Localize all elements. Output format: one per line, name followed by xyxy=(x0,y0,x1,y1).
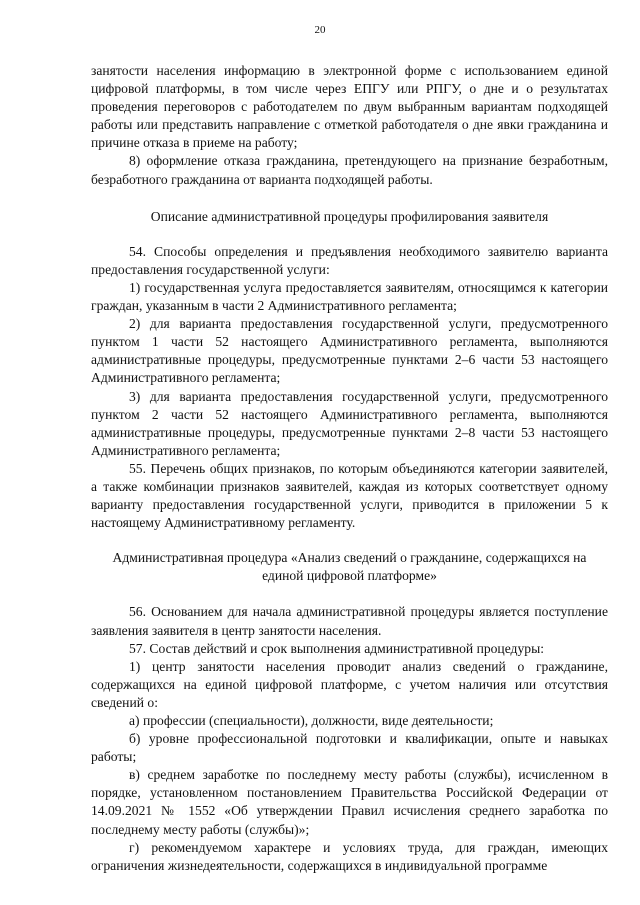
paragraph-item-8: 8) оформление отказа гражданина, претендующего на признание безработным, безработного гражданина от варианта подходящей работы. xyxy=(91,153,608,187)
paragraph-56: 56. Основанием для начала административной процедуры является поступление заявления заявителя в центр занятости населения. xyxy=(91,604,608,638)
paragraph-57: 57. Состав действий и срок выполнения административной процедуры: xyxy=(129,640,544,656)
paragraph-continuation: занятости населения информацию в электронной форме с использованием единой цифровой платформы, в том числе через ЕПГУ или РПГУ, о дне и о результатах проведения переговоров с работодателем по двум выбранным вариантам подходящей работы или представить направление с отметкой работодателя о дне явки гражданина и причине отказа в приеме на работу; xyxy=(91,63,608,151)
section-heading-analysis: Административная процедура «Анализ сведений о гражданине, содержащихся на единой цифровой платформе» xyxy=(112,550,587,584)
page-number: 20 xyxy=(314,24,326,36)
paragraph-57-item-1: 1) центр занятости населения проводит анализ сведений о гражданине, содержащихся на единой цифровой платформе, с учетом наличия или отсутствия сведений о: xyxy=(91,658,608,710)
paragraph-54-item-1: 1) государственная услуга предоставляется заявителям, относящимся к категории граждан, указанным в части 2 Административного регламента; xyxy=(91,279,608,314)
section-heading-profiling: Описание административной процедуры профилирования заявителя xyxy=(150,208,549,224)
paragraph-54-item-2: 2) для варианта предоставления государственной услуги, предусмотренного пунктом 1 части 52 настоящего Административного регламента, выполняются административные процедуры, предусмотренные пунктами 2–6 части 53 настоящего Административного регламента; xyxy=(91,316,608,386)
paragraph-57-item-a: а) профессии (специальности), должности, виде деятельности; xyxy=(129,713,494,728)
paragraph-54-item-3: 3) для варианта предоставления государственной услуги, предусмотренного пунктом 2 части 52 настоящего Административного регламента, выполняются административные процедуры, предусмотренные пунктами 2–8 части 53 настоящего Административного регламента; xyxy=(91,388,608,458)
paragraph-57-item-v: в) среднем заработке по последнему месту работы (службы), исчисленном в порядке, установленном постановлением Правительства Российской Федерации от 14.09.2021 № 1552 «Об утверждении Правил исчисления среднего заработка по последнему месту работы (службы)»; xyxy=(91,767,608,837)
paragraph-54: 54. Способы определения и предъявления необходимого заявителю варианта предоставления государственной услуги: xyxy=(91,243,608,277)
paragraph-57-item-b: б) уровне профессиональной подготовки и квалификации, опыте и навыках работы; xyxy=(91,731,608,765)
document-body xyxy=(91,62,608,875)
paragraph-55: 55. Перечень общих признаков, по которым объединяются категории заявителей, а также комбинации признаков заявителей, каждая из которых соответствует одному варианту предоставления государственной услуги, приводится в приложении 5 к настоящему Административному регламенту. xyxy=(91,460,608,531)
paragraph-57-item-g: г) рекомендуемом характере и условиях труда, для граждан, имеющих ограничения жизнедеятельности, содержащихся в индивидуальной программе xyxy=(91,839,608,873)
